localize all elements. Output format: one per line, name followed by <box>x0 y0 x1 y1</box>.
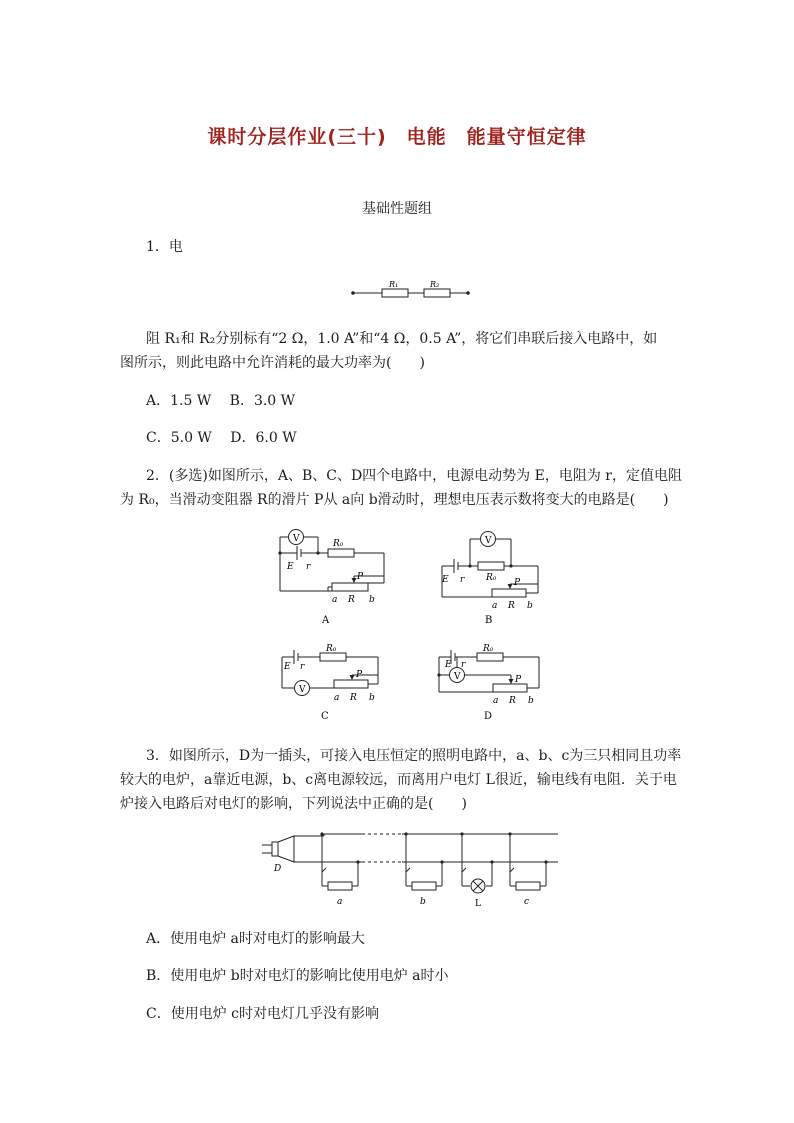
circuit-d-figure <box>431 638 561 726</box>
circuit-b-label: B <box>485 615 493 626</box>
svg-text:b: b <box>369 693 375 703</box>
svg-text:b: b <box>527 601 533 611</box>
svg-text:R: R <box>348 595 355 605</box>
svg-text:R₀: R₀ <box>486 573 497 583</box>
q1-series-circuit-figure <box>346 276 476 302</box>
q3-option-c: C．使用电炉 c时对电灯几乎没有影响 <box>146 1006 380 1022</box>
svg-text:D: D <box>274 864 282 874</box>
svg-text:V: V <box>454 672 461 682</box>
r1-label: R₁ <box>389 280 399 289</box>
q1-stem-line2: 图所示，则此电路中允许消耗的最大功率为( ) <box>120 355 425 371</box>
q2-stem-line1: 2．(多选)如图所示，A、B、C、D四个电路中，电源电动势为 E，电阻为 r，定值电阻 <box>146 468 682 484</box>
svg-text:E: E <box>284 662 291 672</box>
circuit-d-label: D <box>484 711 493 722</box>
q1-options-cd: C．5.0 W D．6.0 W <box>146 430 297 446</box>
svg-text:R₀: R₀ <box>333 539 344 549</box>
circuit-a-label: A <box>322 615 330 626</box>
circuit-a-figure <box>272 524 402 634</box>
q1-stem-line1: 阻 R₁和 R₂分别标有“2 Ω，1.0 A”和“4 Ω，0.5 A”，将它们串联后接入电路中，如 <box>146 331 658 347</box>
q2-stem-line2: 为 R₀，当滑动变阻器 R的滑片 P从 a向 b滑动时，理想电压表示数将变大的电路是( ) <box>120 492 669 508</box>
svg-text:a: a <box>332 595 338 605</box>
svg-text:P: P <box>515 675 522 685</box>
svg-text:E: E <box>442 575 449 585</box>
r2-label: R₂ <box>430 280 440 289</box>
q3-stem-line3: 炉接入电路后对电灯的影响，下列说法中正确的是( ) <box>120 796 467 812</box>
svg-text:P: P <box>356 670 363 680</box>
svg-text:r: r <box>461 660 466 670</box>
svg-text:R: R <box>508 601 515 611</box>
svg-text:R: R <box>509 696 516 706</box>
q1-number: 1．电 <box>146 239 183 255</box>
svg-text:a: a <box>493 696 499 706</box>
svg-text:P: P <box>357 572 364 582</box>
section-heading: 基础性题组 <box>362 201 432 217</box>
svg-text:r: r <box>300 662 305 672</box>
svg-text:E: E <box>287 562 294 572</box>
page-title: 课时分层作业(三十) 电能 能量守恒定律 <box>207 126 587 148</box>
q3-option-a: A．使用电炉 a时对电灯的影响最大 <box>146 931 365 947</box>
svg-text:V: V <box>299 685 306 695</box>
q3-lighting-circuit-figure <box>258 826 562 910</box>
circuit-c-label: C <box>321 711 329 722</box>
svg-text:a: a <box>492 601 498 611</box>
q3-stem-line2: 较大的电炉，a靠近电源，b、c离电源较远，而离用户电灯 L很近，输电线有电阻．关于电 <box>120 772 677 788</box>
svg-text:b: b <box>420 897 426 907</box>
svg-text:P: P <box>514 578 521 588</box>
circuit-b-figure <box>434 524 564 634</box>
q3-stem-line1: 3．如图所示，D为一插头，可接入电压恒定的照明电路中，a、b、c为三只相同且功率 <box>146 748 682 764</box>
svg-text:L: L <box>475 899 481 909</box>
q3-option-b: B．使用电炉 b时对电灯的影响比使用电炉 a时小 <box>146 968 449 984</box>
svg-text:E: E <box>445 660 452 670</box>
svg-text:R₀: R₀ <box>326 644 337 654</box>
svg-text:r: r <box>460 575 465 585</box>
svg-text:b: b <box>369 595 375 605</box>
svg-text:V: V <box>293 534 300 544</box>
svg-text:c: c <box>524 897 530 907</box>
svg-text:b: b <box>528 696 534 706</box>
svg-text:a: a <box>337 897 343 907</box>
svg-text:r: r <box>306 562 311 572</box>
svg-text:R: R <box>350 693 357 703</box>
q1-options-ab: A．1.5 W B．3.0 W <box>146 393 296 409</box>
svg-text:V: V <box>485 536 492 546</box>
svg-text:R₀: R₀ <box>483 644 494 654</box>
circuit-c-figure <box>274 638 404 726</box>
svg-text:a: a <box>334 693 340 703</box>
